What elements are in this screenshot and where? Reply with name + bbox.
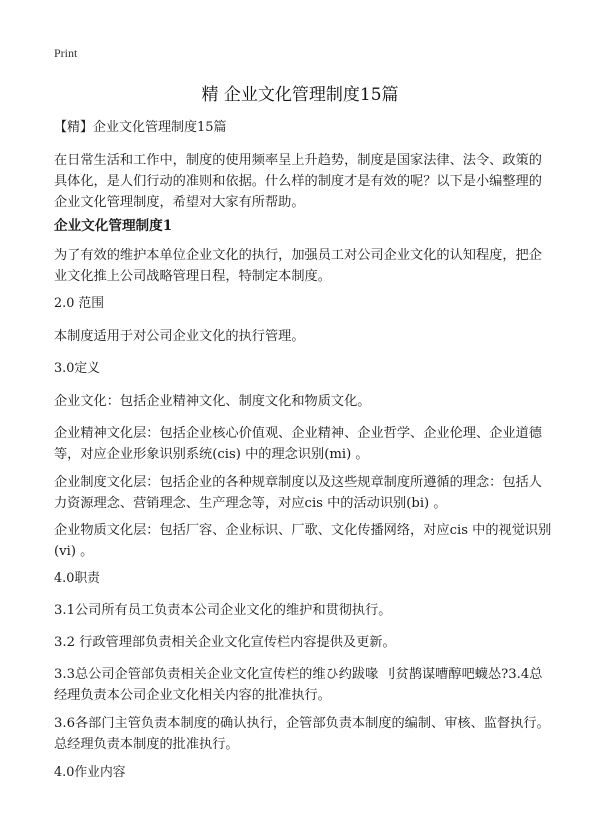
duty-item: 3.1公司所有员工负责本公司企业文化的维护和贯彻执行。 [54, 603, 392, 618]
definition-spirit: 企业精神文化层：包括企业核心价值观、企业精神、企业哲学、企业伦理、企业道德等，对应企业形象识别系统(cis) 中的理念识别(mi) 。 [54, 426, 542, 462]
duty-item: 3.6各部门主管负责本制度的确认执行，企管部负责本制度的编制、审核、监督执行。总经理负责本制度的批准执行。 [54, 716, 550, 752]
duty-heading: 4.0职责 [54, 571, 100, 586]
section-heading: 企业文化管理制度1 [54, 218, 173, 234]
duty-item: 3.3总公司企管部负责相关企业文化宣传栏的维ひ约跋喙 刂贫鹊谋嘈醇吧蠛怂?3.4总经理负责本公司企业文化相关内容的批准执行。 [54, 667, 543, 703]
subtitle: 【精】企业文化管理制度15篇 [54, 120, 227, 135]
work-heading: 4.0作业内容 [54, 765, 126, 780]
definition-heading: 3.0定义 [54, 361, 100, 376]
print-label: Print [54, 46, 78, 60]
duty-item: 3.2 行政管理部负责相关企业文化宣传栏内容提供及更新。 [54, 635, 396, 650]
intro-paragraph: 在日常生活和工作中，制度的使用频率呈上升趋势，制度是国家法律、法令、政策的具体化，是人们行动的准则和依据。什么样的制度才是有效的呢？以下是小编整理的企业文化管理制度，希望对大家有所帮助。 [54, 153, 542, 210]
scope-heading: 2.0 范围 [54, 296, 105, 311]
definition-culture: 企业文化：包括企业精神文化、制度文化和物质文化。 [54, 394, 371, 409]
page-title: 精 企业文化管理制度15篇 [201, 85, 399, 105]
purpose-paragraph: 为了有效的维护本单位企业文化的执行，加强员工对公司企业文化的认知程度，把企业文化推上公司战略管理日程，特制定本制度。 [54, 248, 542, 284]
definition-material: 企业物质文化层：包括厂容、企业标识、厂歌、文化传播网络，对应cis 中的视觉识别(vi) 。 [54, 523, 552, 559]
definition-system: 企业制度文化层：包括企业的各种规章制度以及这些规章制度所遵循的理念：包括人力资源理念、营销理念、生产理念等，对应cis 中的活动识别(bi) 。 [54, 475, 542, 511]
scope-paragraph: 本制度适用于对公司企业文化的执行管理。 [54, 329, 305, 344]
